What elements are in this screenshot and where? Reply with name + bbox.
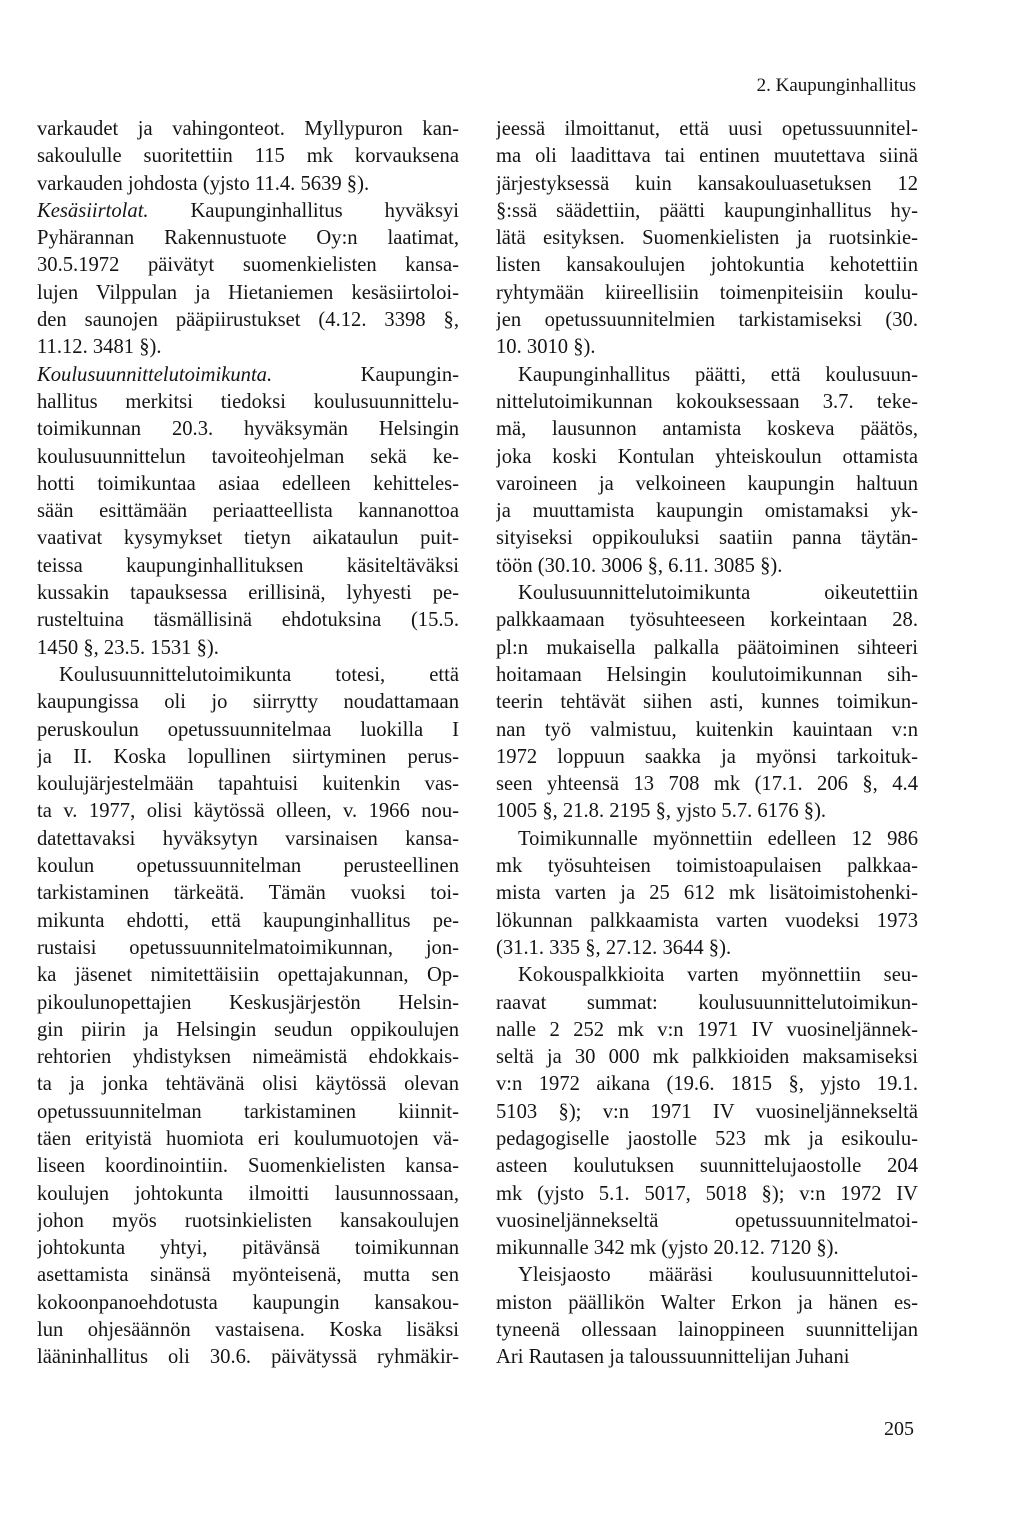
text-line	[37, 307, 459, 334]
text-line	[496, 1017, 918, 1044]
line-text: (31.1. 335 §, 27.12. 3644 §).	[496, 936, 732, 959]
text-line	[496, 1126, 918, 1153]
text-line	[496, 553, 918, 580]
line-text: ta ja jonka tehtävänä olisi käytössä olevan	[37, 1073, 459, 1096]
text-line	[37, 171, 459, 198]
text-column-right	[496, 116, 918, 1372]
line-text: gin piirin ja Helsingin seudun oppikoulujen	[37, 1018, 459, 1041]
line-text: raavat summat: koulusuunnittelutoimikun-	[496, 991, 918, 1014]
line-text: mk työsuhteisen toimistoapulaisen palkkaa-	[496, 855, 918, 878]
line-text: pikoulunopettajien Keskusjärjestön Helsin-	[37, 991, 459, 1014]
text-line	[496, 1071, 918, 1098]
text-line	[37, 1235, 459, 1262]
text-line	[37, 198, 459, 225]
line-text: hallitus merkitsi tiedoksi koulusuunnittelu-	[37, 390, 459, 413]
text-line	[496, 580, 918, 607]
text-line	[496, 1208, 918, 1235]
text-line	[37, 1262, 459, 1289]
text-line	[37, 798, 459, 825]
text-line	[37, 553, 459, 580]
text-line	[496, 362, 918, 389]
line-text: koulujen johtokunta ilmoitti lausunnossaan,	[37, 1182, 459, 1205]
line-text: 1005 §, 21.8. 2195 §, yjsto 5.7. 6176 §).	[496, 800, 827, 823]
text-line	[37, 498, 459, 525]
line-text: varkauden johdosta (yjsto 11.4. 5639 §).	[37, 172, 370, 195]
line-text: rustaisi opetussuunnitelmatoimikunnan, jon-	[37, 936, 459, 959]
text-line	[496, 1181, 918, 1208]
line-text: opetussuunnitelman tarkistaminen kiinnit-	[37, 1100, 459, 1123]
text-line	[496, 444, 918, 471]
text-line	[496, 635, 918, 662]
line-text: johon myös ruotsinkielisten kansakoulujen	[37, 1209, 459, 1232]
text-line	[37, 416, 459, 443]
line-text: täen erityistä huomiota eri koulumuotojen vä-	[37, 1127, 459, 1150]
text-line	[37, 143, 459, 170]
page-number: 205	[884, 1418, 914, 1440]
line-text: Kaupungin-	[272, 363, 459, 386]
line-text: rusteltuina täsmällisinä ehdotuksina (15.5.	[37, 609, 459, 632]
line-text: palkkaamaan työsuhteeseen korkeintaan 28.	[496, 609, 918, 632]
line-text: ka jäsenet nimitettäisiin opettajakunnan, Op-	[37, 964, 459, 987]
line-text: listen kansakoulujen johtokuntia kehotettiin	[496, 254, 918, 277]
line-text: lujen Vilppulan ja Hietaniemen kesäsiirtoloi-	[37, 281, 459, 304]
line-text: kaupungissa oli jo siirrytty noudattamaan	[37, 691, 459, 714]
text-line	[37, 1071, 459, 1098]
line-text: jen opetussuunnitelmien tarkistamiseksi (30.	[496, 309, 918, 332]
text-line	[37, 280, 459, 307]
line-text: jeessä ilmoittanut, että uusi opetussuunnitel-	[496, 118, 918, 140]
section-heading: Kesäsiirtolat.	[37, 199, 149, 222]
line-text: koulusuunnittelun tavoiteohjelman sekä ke-	[37, 445, 459, 468]
text-line	[37, 990, 459, 1017]
line-text: johtokunta yhtyi, pitävänsä toimikunnan	[37, 1237, 459, 1260]
line-text: asettamista sinänsä myönteisenä, mutta sen	[37, 1264, 459, 1287]
text-line	[37, 1044, 459, 1071]
line-text: nalle 2 252 mk v:n 1971 IV vuosineljännek-	[496, 1018, 918, 1041]
line-text: rehtorien yhdistyksen nimeämistä ehdokkais-	[37, 1046, 459, 1069]
line-text: §:ssä säädettiin, päätti kaupunginhallitus hy-	[496, 199, 918, 222]
text-line	[496, 662, 918, 689]
line-text: nittelutoimikunnan kokouksessaan 3.7. teke-	[496, 390, 918, 413]
line-text: 10. 3010 §).	[496, 336, 596, 359]
text-line	[37, 717, 459, 744]
text-line	[496, 525, 918, 552]
text-line	[37, 252, 459, 279]
line-text: lun ohjesäännön vastaisena. Koska lisäksi	[37, 1319, 459, 1342]
text-line	[37, 1153, 459, 1180]
line-text: Kaupunginhallitus päätti, että koulusuun-	[518, 363, 918, 386]
line-text: hoitamaan Helsingin koulutoimikunnan sih-	[496, 663, 918, 686]
line-text: varoineen ja velkoineen kaupungin haltuun	[496, 472, 918, 495]
text-line	[37, 826, 459, 853]
line-text: lääninhallitus oli 30.6. päivätyssä ryhmäkir-	[37, 1346, 459, 1369]
line-text: peruskoulun opetussuunnitelmaa luokilla I	[37, 718, 459, 741]
text-line	[37, 1126, 459, 1153]
line-text: mista varten ja 25 612 mk lisätoimistohenki-	[496, 882, 918, 905]
line-text: Pyhärannan Rakennustuote Oy:n laatimat,	[37, 227, 459, 250]
line-text: pl:n mukaisella palkalla päätoiminen sihteeri	[496, 636, 918, 659]
text-line	[37, 908, 459, 935]
text-line	[496, 143, 918, 170]
text-line	[496, 771, 918, 798]
line-text: Kokouspalkkioita varten myönnettiin seu-	[518, 964, 918, 987]
line-text: liseen koordinointiin. Suomenkielisten kansa-	[37, 1155, 459, 1178]
line-text: koulujärjestelmään tapahtuisi kuitenkin vas-	[37, 773, 459, 796]
text-line	[37, 389, 459, 416]
line-text: varkaudet ja vahingonteot. Myllypuron kan-	[37, 118, 459, 140]
text-line	[37, 962, 459, 989]
text-line	[496, 826, 918, 853]
text-line	[37, 1017, 459, 1044]
text-line	[496, 1044, 918, 1071]
text-line	[37, 880, 459, 907]
line-text: 1450 §, 23.5. 1531 §).	[37, 636, 219, 659]
line-text: pedagogiselle jaostolle 523 mk ja esikoulu-	[496, 1127, 918, 1150]
line-text: mä, lausunnon antamista koskeva päätös,	[496, 418, 918, 441]
text-line	[37, 1317, 459, 1344]
line-text: 11.12. 3481 §).	[37, 336, 162, 359]
text-line	[37, 744, 459, 771]
text-line	[37, 935, 459, 962]
section-heading: Koulusuunnittelutoimikunta.	[37, 363, 273, 386]
line-text: seltä ja 30 000 mk palkkioiden maksamiseksi	[496, 1046, 918, 1069]
line-text: sakoululle suoritettiin 115 mk korvauksena	[37, 145, 459, 168]
text-line	[496, 307, 918, 334]
line-text: sään esittämään periaatteellista kannanottoa	[37, 500, 459, 523]
text-line	[496, 1317, 918, 1344]
line-text: järjestyksessä kuin kansakouluasetuksen 12	[496, 172, 918, 195]
line-text: teerin tehtävät siihen asti, kunnes toimikun-	[496, 691, 918, 714]
text-line	[37, 1181, 459, 1208]
text-line	[496, 744, 918, 771]
text-line	[37, 471, 459, 498]
line-text: töön (30.10. 3006 §, 6.11. 3085 §).	[496, 554, 783, 577]
text-line	[496, 689, 918, 716]
text-line	[496, 416, 918, 443]
text-line	[496, 962, 918, 989]
line-text: tarkistaminen tärkeätä. Tämän vuoksi toi-	[37, 882, 459, 905]
text-line	[496, 853, 918, 880]
line-text: ta v. 1977, olisi käytössä olleen, v. 1966 nou-	[37, 800, 459, 823]
line-text: Koulusuunnittelutoimikunta totesi, että	[59, 663, 459, 686]
line-text: den saunojen pääpiirustukset (4.12. 3398 §,	[37, 309, 459, 332]
line-text: lökunnan palkkaamista varten vuodeksi 1973	[496, 909, 918, 932]
text-line	[37, 1344, 459, 1371]
text-line	[496, 935, 918, 962]
line-text: toimikunnan 20.3. hyväksymän Helsingin	[37, 418, 459, 441]
text-line	[496, 116, 918, 143]
text-line	[37, 853, 459, 880]
text-line	[496, 1290, 918, 1317]
line-text: ja muuttamista kaupungin omistamaksi yk-	[496, 500, 918, 523]
line-text: 1972 loppuun saakka ja myönsi tarkoituk-	[496, 745, 918, 768]
text-line	[37, 1290, 459, 1317]
text-line	[496, 171, 918, 198]
text-column-left	[37, 116, 459, 1372]
line-text: 5103 §); v:n 1971 IV vuosineljännekseltä	[496, 1100, 918, 1123]
line-text: hotti toimikuntaa asiaa edelleen kehitteles-	[37, 472, 459, 495]
text-line	[37, 1208, 459, 1235]
text-line	[37, 662, 459, 689]
line-text: ryhtymään kiireellisiin toimenpiteisiin koulu-	[496, 281, 918, 304]
line-text: ja II. Koska lopullinen siirtyminen perus-	[37, 745, 459, 768]
line-text: teissa kaupunginhallituksen käsiteltäväksi	[37, 554, 459, 577]
text-line	[496, 1099, 918, 1126]
text-line	[37, 1099, 459, 1126]
line-text: Koulusuunnittelutoimikunta oikeutettiin	[518, 582, 918, 605]
line-text: tyneenä ollessaan lainoppineen suunnittelijan	[496, 1319, 918, 1342]
text-line	[496, 1344, 918, 1371]
text-line	[496, 471, 918, 498]
text-line	[37, 635, 459, 662]
text-line	[37, 225, 459, 252]
text-line	[496, 225, 918, 252]
text-line	[37, 116, 459, 143]
text-line	[496, 990, 918, 1017]
text-line	[496, 880, 918, 907]
text-line	[496, 280, 918, 307]
text-line	[496, 198, 918, 225]
line-text: sityiseksi oppikouluksi saatiin panna täytän-	[496, 527, 918, 550]
text-line	[37, 607, 459, 634]
line-text: lätä esityksen. Suomenkielisten ja ruotsinkie-	[496, 227, 918, 250]
text-line	[496, 908, 918, 935]
line-text: asteen koulutuksen suunnittelujaostolle 204	[496, 1155, 918, 1178]
text-line	[37, 362, 459, 389]
line-text: Toimikunnalle myönnettiin edelleen 12 986	[518, 827, 918, 850]
line-text: seen yhteensä 13 708 mk (17.1. 206 §, 4.4	[496, 773, 918, 796]
text-line	[37, 771, 459, 798]
line-text: ma oli laadittava tai entinen muutettava siinä	[496, 145, 918, 168]
line-text: kokoonpanoehdotusta kaupungin kansakou-	[37, 1291, 459, 1314]
text-line	[37, 334, 459, 361]
text-line	[37, 525, 459, 552]
text-line	[496, 798, 918, 825]
line-text: Kaupunginhallitus hyväksyi	[148, 199, 459, 222]
text-line	[496, 252, 918, 279]
line-text: mikunta ehdotti, että kaupunginhallitus pe-	[37, 909, 459, 932]
text-line	[37, 689, 459, 716]
text-line	[496, 1235, 918, 1262]
text-line	[496, 1153, 918, 1180]
line-text: datettavaksi hyväksytyn varsinaisen kansa-	[37, 827, 459, 850]
text-line	[37, 580, 459, 607]
line-text: 30.5.1972 päivätyt suomenkielisten kansa-	[37, 254, 459, 277]
text-line	[496, 389, 918, 416]
line-text: koulun opetussuunnitelman perusteellinen	[37, 855, 459, 878]
line-text: kussakin tapauksessa erillisinä, lyhyesti pe-	[37, 582, 459, 605]
line-text: v:n 1972 aikana (19.6. 1815 §, yjsto 19.1.	[496, 1073, 918, 1096]
line-text: joka koski Kontulan yhteiskoulun ottamista	[496, 445, 918, 468]
line-text: vaativat kysymykset tietyn aikataulun puit-	[37, 527, 459, 550]
line-text: Ari Rautasen ja taloussuunnittelijan Juhani	[496, 1346, 850, 1369]
line-text: nan työ valmistuu, kuitenkin kauintaan v:n	[496, 718, 918, 741]
text-line	[496, 607, 918, 634]
line-text: mikunnalle 342 mk (yjsto 20.12. 7120 §).	[496, 1237, 839, 1260]
text-line	[496, 334, 918, 361]
text-line	[496, 717, 918, 744]
line-text: Yleisjaosto määräsi koulusuunnittelutoi-	[518, 1264, 918, 1287]
line-text: miston päällikön Walter Erkon ja hänen es-	[496, 1291, 918, 1314]
running-head: 2. Kaupunginhallitus	[756, 75, 916, 96]
line-text: vuosineljännekseltä opetussuunnitelmatoi-	[496, 1209, 918, 1232]
text-line	[37, 444, 459, 471]
text-line	[496, 1262, 918, 1289]
text-line	[496, 498, 918, 525]
line-text: mk (yjsto 5.1. 5017, 5018 §); v:n 1972 IV	[496, 1182, 918, 1205]
